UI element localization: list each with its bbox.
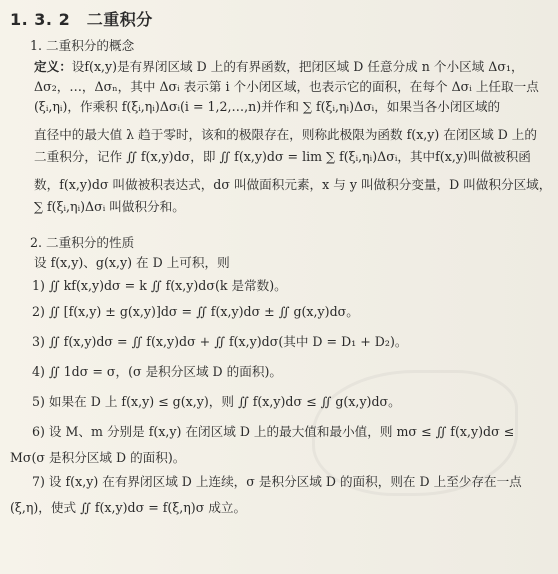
property-6-continued: Mσ(σ 是积分区域 D 的面积)。 [10, 449, 186, 465]
section-title: 1. 3. 2 二重积分 [10, 10, 153, 29]
definition-line-3: (ξᵢ,ηᵢ)，作乘积 f(ξᵢ,ηᵢ)Δσᵢ(i = 1,2,…,n)并作和 ∑ f(ξᵢ,ηᵢ)Δσᵢ，如果当各小闭区域的 [34, 98, 501, 114]
definition-line-1 [34, 58, 548, 81]
property-3: 3) ∬ f(x,y)dσ = ∬ f(x,y)dσ + ∬ f(x,y)dσ(其中 D = D₁ + D₂)。 [32, 333, 408, 349]
property-5: 5) 如果在 D 上 f(x,y) ≤ g(x,y)，则 ∬ f(x,y)dσ ≤ ∬ g(x,y)dσ。 [32, 393, 401, 409]
properties-intro: 设 f(x,y)、g(x,y) 在 D 上可积，则 [34, 255, 230, 271]
definition-paragraph [10, 58, 552, 229]
definition-line-7: ∑ f(ξᵢ,ηᵢ)Δσᵢ 叫做积分和。 [34, 198, 185, 214]
definition-line-2: Δσ₂，…，Δσₙ，其中 Δσᵢ 表示第 i 个小闭区域，也表示它的面积，在每个 Δσᵢ 上任取一点 [34, 78, 539, 94]
property-7: 7) 设 f(x,y) 在有界闭区域 D 上连续，σ 是积分区域 D 的面积，则在 D 上至少存在一点 [32, 473, 522, 489]
definition-text-1: 设f(x,y)是有界闭区域 D 上的有界函数，把闭区域 D 任意分成 n 个小区域 Δσ₁， [71, 58, 524, 74]
property-2: 2) ∬ [f(x,y) ± g(x,y)]dσ = ∬ f(x,y)dσ ± ∬ g(x,y)dσ。 [32, 303, 359, 319]
definition-label: 定义： [34, 58, 72, 74]
property-7-continued: (ξ,η)，使式 ∬ f(x,y)dσ = f(ξ,η)σ 成立。 [10, 499, 247, 515]
concept-heading: 1. 二重积分的概念 [30, 38, 135, 53]
background-stamp [312, 370, 518, 496]
property-6: 6) 设 M、m 分别是 f(x,y) 在闭区域 D 上的最大值和最小值，则 mσ ≤ ∬ f(x,y)dσ ≤ [32, 423, 515, 439]
definition-line-6: 数，f(x,y)dσ 叫做被积表达式，dσ 叫做面积元素，x 与 y 叫做积分变量，D 叫做积分区域， [34, 176, 552, 192]
definition-line-5: 二重积分，记作 ∬ f(x,y)dσ，即 ∬ f(x,y)dσ = lim ∑ f(ξᵢ,ηᵢ)Δσᵢ，其中f(x,y)叫做被积函 [34, 148, 531, 164]
property-1: 1) ∬ kf(x,y)dσ = k ∬ f(x,y)dσ(k 是常数)。 [32, 277, 287, 293]
definition-line-4: 直径中的最大值 λ 趋于零时，该和的极限存在，则称此极限为函数 f(x,y) 在闭区域 D 上的 [34, 126, 537, 142]
property-4: 4) ∬ 1dσ = σ，(σ 是积分区域 D 的面积)。 [32, 363, 282, 379]
properties-heading: 2. 二重积分的性质 [30, 234, 135, 250]
